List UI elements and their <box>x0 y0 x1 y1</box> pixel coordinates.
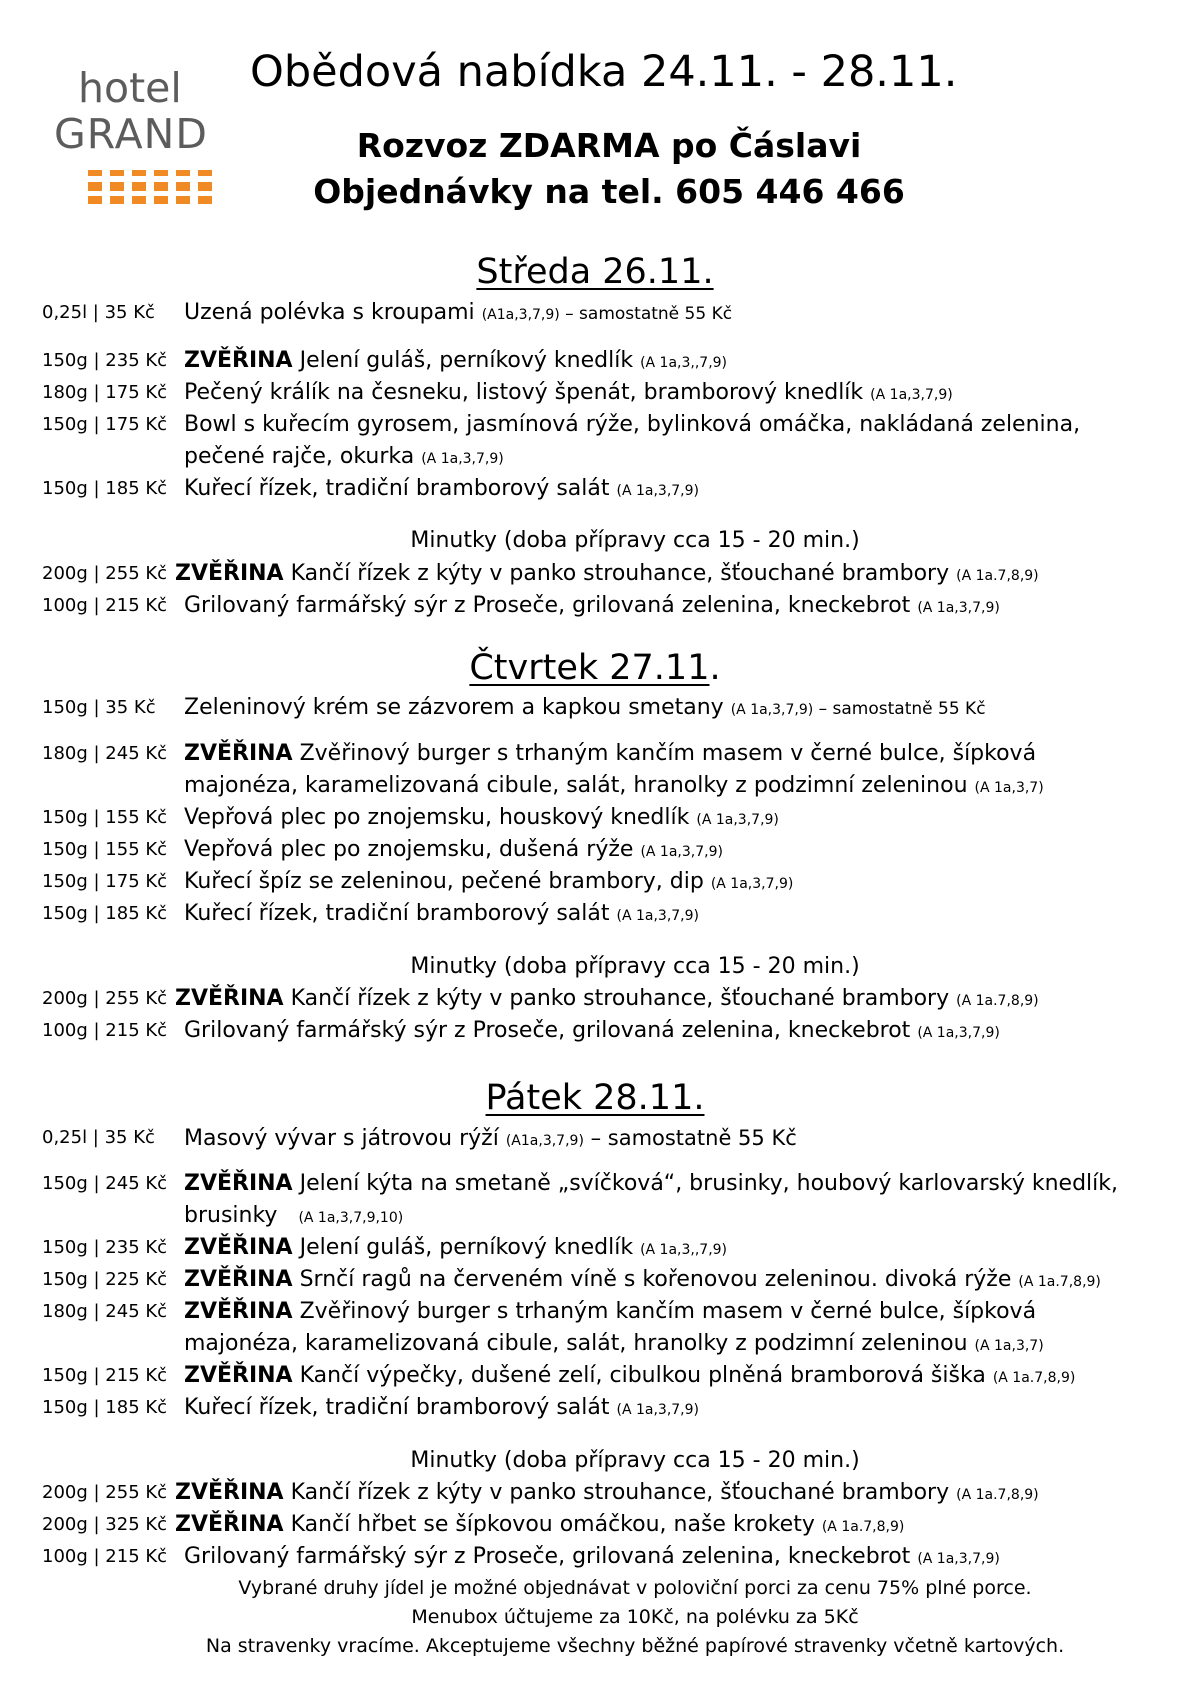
item-price: 100g | 215 Kč <box>42 1020 168 1041</box>
day-heading-text: Pátek 28.11. <box>485 1078 705 1118</box>
item-text: Zvěřinový burger s trhaným kančím masem v černé bulce, šípková majonéza, karamelizovaná cibule, salát, hranolky z podzimní zeleninou <box>184 1299 1037 1356</box>
item-price: 150g | 175 Kč <box>42 871 168 892</box>
day-heading-tail: . <box>709 648 721 688</box>
item-price: 150g | 185 Kč <box>42 903 168 924</box>
item-price: 200g | 255 Kč <box>42 1482 168 1503</box>
item-allergens: (A 1a.7,8,9) <box>956 568 1039 584</box>
item-allergens: (A 1a.7,8,9) <box>992 1370 1076 1386</box>
item-allergens: (A 1a,3,7) <box>974 780 1044 796</box>
item-text: Kančí hřbet se šípkovou omáčkou, naše krokety <box>290 1512 815 1537</box>
logo-hotel-text: hotel <box>78 64 182 112</box>
item-text: Kančí řízek z kýty v panko strouhance, šťouchané brambory <box>290 986 950 1011</box>
item-text: Jelení kýta na smetaně „svíčková“, brusinky, houbový karlovarský knedlík, brusinky <box>184 1171 1118 1228</box>
item-price: 100g | 215 Kč <box>42 1546 168 1567</box>
item-text: Kančí výpečky, dušené zelí, cibulkou plněná bramborová šiška <box>299 1363 986 1388</box>
item-text: Vepřová plec po znojemsku, houskový knedlík <box>184 805 690 830</box>
day-heading-text: Čtvrtek 27.11 <box>469 648 710 688</box>
item-text: Zeleninový krém se zázvorem a kapkou smetany <box>184 695 724 720</box>
item-extra: – samostatně 55 Kč <box>559 304 733 324</box>
page-title: Obědová nabídka 24.11. - 28.11. <box>250 47 958 97</box>
item-text: Pečený králík na česneku, listový špenát, bramborový knedlík <box>184 380 864 405</box>
item-tag: ZVĚŘINA <box>184 1299 293 1324</box>
item-allergens: (A 1a,3,7,9) <box>696 812 779 828</box>
item-allergens: (A 1a.7,8,9) <box>956 1487 1039 1503</box>
item-text: Jelení guláš, perníkový knedlík <box>299 1235 634 1260</box>
item-allergens: (A 1a,3,7,9) <box>917 600 1000 616</box>
item-allergens: (A 1a.7,8,9) <box>821 1519 905 1535</box>
item-text: Kuřecí špíz se zeleninou, pečené brambory, dip <box>184 869 704 894</box>
day-heading-wednesday <box>0 250 1190 294</box>
item-allergens: (A 1a,3,7) <box>974 1338 1044 1354</box>
item-tag: ZVĚŘINA <box>175 1512 284 1537</box>
minutky-label: Minutky (doba přípravy cca 15 - 20 min.) <box>410 954 860 979</box>
item-price: 100g | 215 Kč <box>42 595 168 616</box>
item-text: Kuřecí řízek, tradiční bramborový salát <box>184 901 610 926</box>
item-allergens: (A 1a,3,,7,9) <box>640 355 728 371</box>
item-tag: ZVĚŘINA <box>184 1363 293 1388</box>
item-tag: ZVĚŘINA <box>184 1171 293 1196</box>
delivery-subtitle: Rozvoz ZDARMA po Čáslavi <box>356 126 862 165</box>
footer-note-half-portion: Vybrané druhy jídel je možné objednávat v poloviční porci za cenu 75% plné porce. <box>238 1577 1032 1599</box>
item-allergens: (A 1a,3,7,9) <box>616 908 699 924</box>
item-price: 150g | 185 Kč <box>42 1397 168 1418</box>
item-allergens: (A 1a,3,7,9) <box>710 876 794 892</box>
item-tag: ZVĚŘINA <box>184 1235 293 1260</box>
item-price: 200g | 325 Kč <box>42 1514 168 1535</box>
item-text: Jelení guláš, perníkový knedlík <box>299 348 634 373</box>
item-price: 0,25l | 35 Kč <box>42 302 155 323</box>
item-price: 150g | 155 Kč <box>42 807 168 828</box>
item-text: Masový vývar s játrovou rýží <box>184 1126 499 1151</box>
item-extra: – samostatně 55 Kč <box>813 699 986 719</box>
item-allergens: (A 1a.7,8,9) <box>956 993 1039 1009</box>
item-price: 180g | 245 Kč <box>42 743 168 764</box>
day-heading-text: Středa 26.11. <box>476 252 714 292</box>
item-price: 150g | 235 Kč <box>42 1237 168 1258</box>
item-allergens: (A1a,3,7,9) <box>481 307 560 323</box>
item-allergens: (A 1a,3,7,9) <box>616 1402 699 1418</box>
item-tag: ZVĚŘINA <box>175 986 284 1011</box>
item-text: Vepřová plec po znojemsku, dušená rýže <box>184 837 634 862</box>
minutky-label: Minutky (doba přípravy cca 15 - 20 min.) <box>410 1448 860 1473</box>
footer-note-vouchers: Na stravenky vracíme. Akceptujeme všechny běžné papírové stravenky včetně kartových. <box>205 1635 1065 1657</box>
footer-note-menubox: Menubox účtujeme za 10Kč, na polévku za 5Kč <box>411 1606 859 1628</box>
item-text: Kuřecí řízek, tradiční bramborový salát <box>184 476 610 501</box>
item-allergens: (A 1a,3,7,9) <box>917 1025 1000 1041</box>
item-price: 150g | 155 Kč <box>42 839 168 860</box>
item-text: Grilovaný farmářský sýr z Proseče, grilovaná zelenina, kneckebrot <box>184 1544 911 1569</box>
item-price: 150g | 225 Kč <box>42 1269 168 1290</box>
item-allergens: (A 1a,3,7,9) <box>616 483 699 499</box>
item-price: 200g | 255 Kč <box>42 988 168 1009</box>
item-text: Zvěřinový burger s trhaným kančím masem v černé bulce, šípková majonéza, karamelizovaná cibule, salát, hranolky z podzimní zeleninou <box>184 741 1037 798</box>
item-tag: ZVĚŘINA <box>184 1267 293 1292</box>
day-heading-friday <box>0 1076 1190 1120</box>
item-price: 150g | 245 Kč <box>42 1173 168 1194</box>
item-tag: ZVĚŘINA <box>184 348 293 373</box>
item-text: Srnčí ragů na červeném víně s kořenovou zeleninou. divoká rýže <box>299 1267 1012 1292</box>
minutky-label: Minutky (doba přípravy cca 15 - 20 min.) <box>410 528 860 553</box>
item-extra: – samostatně 55 Kč <box>583 1126 797 1150</box>
item-allergens: (A 1a.7,8,9) <box>1018 1274 1101 1290</box>
item-allergens: (A 1a,3,,7,9) <box>640 1242 728 1258</box>
item-price: 180g | 245 Kč <box>42 1301 168 1322</box>
item-text: Bowl s kuřecím gyrosem, jasmínová rýže, bylinková omáčka, nakládaná zelenina, pečené rajče, okurka <box>184 412 1081 469</box>
item-tag: ZVĚŘINA <box>175 1480 284 1505</box>
item-price: 150g | 35 Kč <box>42 697 156 718</box>
day-heading-thursday <box>0 646 1190 690</box>
item-price: 150g | 215 Kč <box>42 1365 168 1386</box>
item-text: Grilovaný farmářský sýr z Proseče, grilovaná zelenina, kneckebrot <box>184 1018 911 1043</box>
item-text: Uzená polévka s kroupami <box>184 300 475 325</box>
item-price: 0,25l | 35 Kč <box>42 1127 155 1148</box>
item-text: Kančí řízek z kýty v panko strouhance, šťouchané brambory <box>290 1480 950 1505</box>
item-tag: ZVĚŘINA <box>184 741 293 766</box>
item-text: Kančí řízek z kýty v panko strouhance, šťouchané brambory <box>290 561 950 586</box>
phone-subtitle: Objednávky na tel. 605 446 466 <box>313 172 905 211</box>
item-price: 150g | 235 Kč <box>42 350 168 371</box>
item-allergens: (A 1a,3,7,9) <box>640 844 723 860</box>
item-allergens: (A 1a,3,7,9,10) <box>298 1210 404 1226</box>
item-price: 180g | 175 Kč <box>42 382 168 403</box>
item-allergens: (A1a,3,7,9) <box>505 1133 584 1149</box>
item-text: Grilovaný farmářský sýr z Proseče, grilovaná zelenina, kneckebrot <box>184 593 911 618</box>
item-price: 150g | 185 Kč <box>42 478 168 499</box>
item-price: 200g | 255 Kč <box>42 563 168 584</box>
item-tag: ZVĚŘINA <box>175 561 284 586</box>
item-allergens: (A 1a,3,7,9) <box>730 702 814 718</box>
item-allergens: (A 1a,3,7,9) <box>421 451 504 467</box>
item-allergens: (A 1a,3,7,9) <box>870 387 953 403</box>
item-text: Kuřecí řízek, tradiční bramborový salát <box>184 1395 610 1420</box>
item-price: 150g | 175 Kč <box>42 414 168 435</box>
item-allergens: (A 1a,3,7,9) <box>917 1551 1000 1567</box>
logo-grand-text: GRAND <box>54 110 208 158</box>
